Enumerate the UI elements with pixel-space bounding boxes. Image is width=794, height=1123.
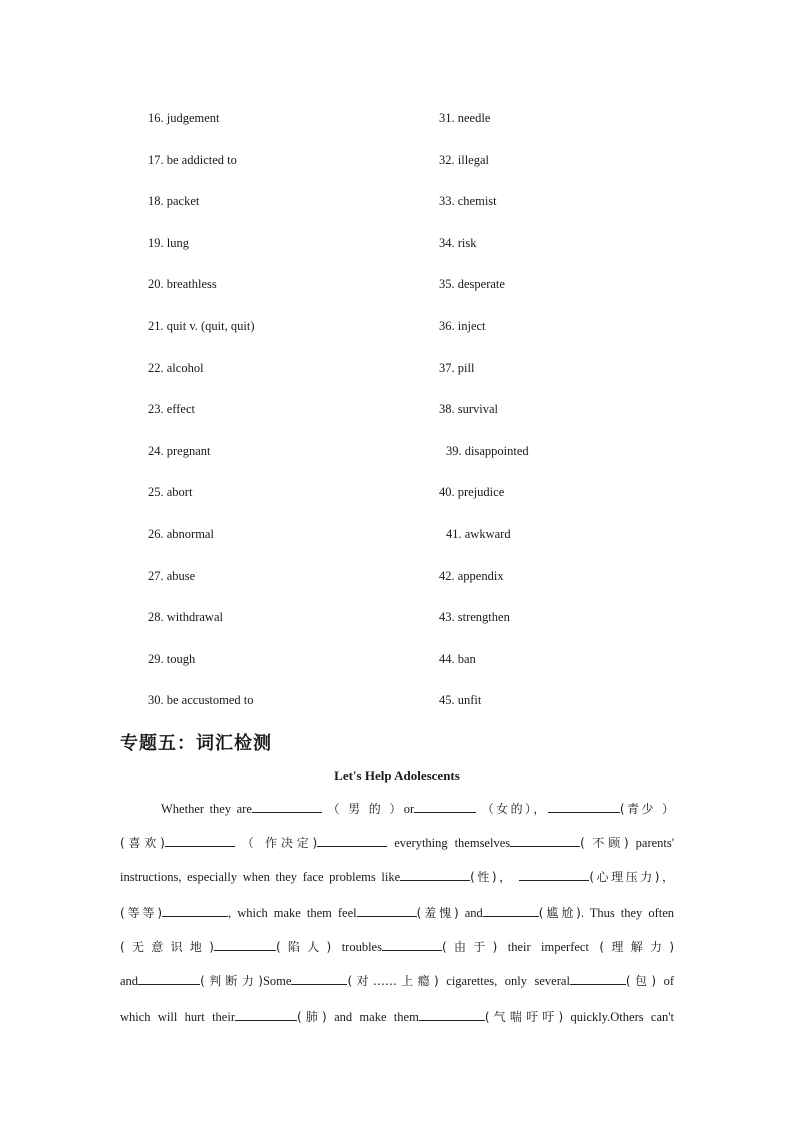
vocab-item: 33. chemist [439,194,497,209]
chinese-hint: (性)， [470,870,514,884]
answer-blank[interactable] [400,866,470,881]
vocab-row [0,399,794,441]
vocab-row [0,649,794,691]
vocab-item: 31. needle [439,111,491,125]
passage [120,798,674,1040]
answer-blank[interactable] [291,970,347,985]
vocab-item: 24. pregnant [148,443,211,458]
vocab-item: 37. pill [439,360,475,375]
vocab-item: 35. desperate [439,277,505,292]
section-title: 专题五：词汇检测 [120,733,272,754]
vocab-row [0,566,794,608]
passage-line-5 [120,936,674,970]
passage-text: of [663,974,674,988]
answer-blank[interactable] [414,798,476,813]
vocab-item: 17. be addicted to [148,152,237,167]
passage-text: quickly.Others can't [570,1010,674,1024]
passage-line-4 [120,902,674,936]
chinese-hint: (青少 ） [619,802,674,816]
passage-text: , which make them feel [228,906,357,920]
vocab-item: 23. effect [148,402,195,417]
vocab-item: 22. alcohol [148,360,204,375]
vocab-row [0,358,794,400]
answer-blank[interactable] [162,902,228,917]
passage-line-3 [120,866,674,902]
vocab-item: 44. ban [439,651,476,666]
vocab-item: 21. quit v. (quit, quit) [148,318,255,333]
vocab-row [0,482,794,524]
vocab-item: 26. abnormal [148,526,214,541]
vocab-row [0,233,794,275]
chinese-hint: (气喘吁吁) [484,1010,564,1024]
chinese-hint: （ 作决定) [241,836,318,850]
answer-blank[interactable] [252,798,322,813]
vocab-row [0,316,794,358]
passage-text: troubles [341,940,382,954]
chinese-hint: (理解力) [599,940,675,954]
chinese-hint: (羞愧) [416,906,459,920]
passage-title: Let's Help Adolescents [334,768,460,783]
chinese-hint: (对……上瘾) [347,974,439,988]
passage-line-6 [120,970,674,1006]
vocab-item: 32. illegal [439,152,489,167]
vocab-row [0,108,794,150]
chinese-hint: （女的）， [481,802,548,816]
answer-blank[interactable] [570,970,626,985]
vocab-row [0,524,794,566]
passage-text: instructions, especially when they face problems like [120,870,401,884]
vocab-row [0,441,794,483]
passage-text: their imperfect [507,940,589,954]
answer-blank[interactable] [357,902,417,917]
answer-blank[interactable] [165,832,235,847]
chinese-hint: （ 男 的 ） [327,802,404,816]
vocab-item: 28. withdrawal [148,610,223,625]
passage-line-7 [120,1006,674,1040]
chinese-hint: (心理压力)， [589,870,674,884]
chinese-hint: (包) [625,974,657,988]
chinese-hint: (等等) [120,906,163,920]
answer-blank[interactable] [235,1006,297,1021]
passage-text: parents' [635,836,675,850]
passage-text: and [120,974,139,988]
chinese-hint: (喜欢) [120,836,165,850]
answer-blank[interactable] [138,970,200,985]
chinese-hint: (无意识地) [120,940,214,954]
passage-line-2 [120,832,674,866]
vocab-item: 42. appendix [439,568,504,583]
passage-text: cigarettes, only several [446,974,570,988]
chinese-hint: ( 不顾) [580,836,629,850]
vocab-row [0,607,794,649]
vocab-row [0,690,794,732]
vocab-item: 30. be accustomed to [148,693,254,708]
chinese-hint: (肺) [296,1010,327,1024]
vocabulary-list [0,108,794,732]
vocab-item: 38. survival [439,402,499,417]
passage-text: and [464,906,483,920]
vocab-item: 20. breathless [148,277,217,292]
passage-text: Whether they are [161,802,252,816]
vocab-row [0,191,794,233]
chinese-hint: (陷人) [275,940,332,954]
passage-line-1 [120,798,674,832]
vocab-item: 16. judgement [148,111,220,125]
chinese-hint: (尴尬) [538,906,581,920]
vocab-item: 18. packet [148,194,200,209]
vocab-item: 25. abort [148,485,193,500]
chinese-hint: (判断力) [200,974,263,988]
vocab-item: 40. prejudice [439,485,505,500]
answer-blank[interactable] [214,936,276,951]
answer-blank[interactable] [317,832,387,847]
vocab-item: 43. strengthen [439,610,510,625]
passage-text: or [403,802,415,816]
passage-text: . Thus they often [580,906,675,920]
vocab-item: 39. disappointed [446,443,529,458]
vocab-row [0,150,794,192]
vocab-item: 45. unfit [439,693,482,708]
answer-blank[interactable] [382,936,442,951]
passage-text: which will hurt their [120,1010,235,1024]
vocab-item: 27. abuse [148,568,196,583]
answer-blank[interactable] [419,1006,485,1021]
passage-text: everything themselves [394,836,511,850]
vocab-row [0,274,794,316]
answer-blank[interactable] [510,832,580,847]
answer-blank[interactable] [548,798,620,813]
vocab-item: 36. inject [439,318,486,333]
answer-blank[interactable] [519,866,589,881]
vocab-item: 34. risk [439,235,477,250]
passage-text: and make them [334,1010,419,1024]
chinese-hint: (由于) [441,940,498,954]
passage-text: Some [262,974,292,988]
vocab-item: 29. tough [148,651,196,666]
vocab-item: 41. awkward [446,526,511,541]
answer-blank[interactable] [483,902,539,917]
vocab-item: 19. lung [148,235,189,250]
